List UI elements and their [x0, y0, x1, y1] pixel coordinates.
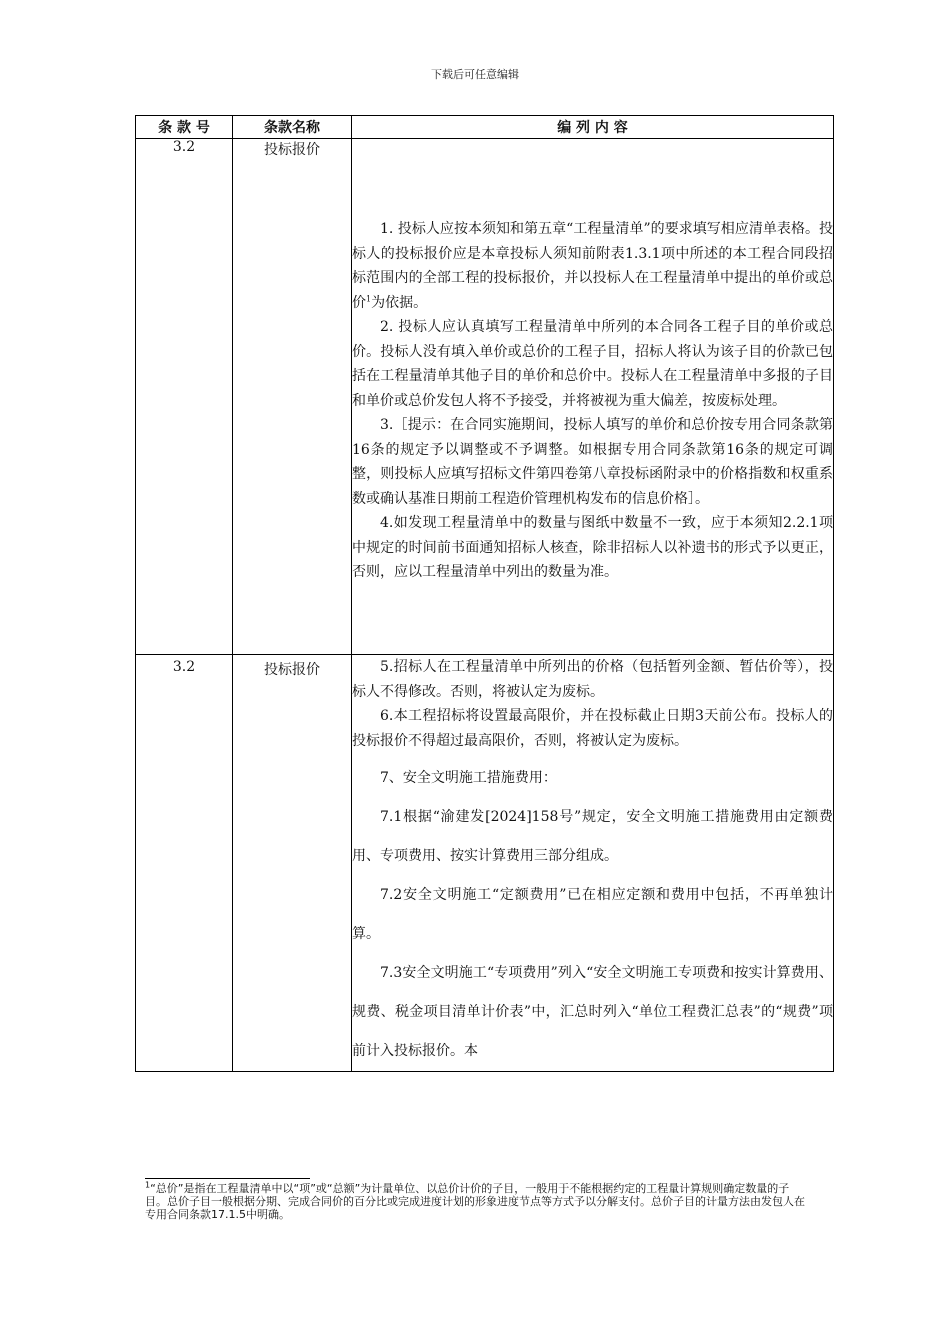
paragraph-7: 7、安全文明施工措施费用： — [380, 770, 557, 786]
header-clause-number: 条 款 号 — [136, 116, 233, 139]
paragraph-7-2: 7.2安全文明施工“定额费用”已在相应定额和费用中包括，不再单独计算。 — [352, 887, 833, 942]
footnote-mark: 1 — [145, 1180, 151, 1190]
header-content: 编 列 内 容 — [352, 116, 834, 139]
clause-table — [135, 115, 834, 1072]
paragraph-2: 2. 投标人应认真填写工程量清单中所列的本合同各工程子目的单价或总价。投标人没有填入单价或总价的工程子目，招标人将认为该子目的价款已包括在工程量清单其他子目的单价和总价中。投标人在工程量清单中多报的子目和单价或总价发包人将不予接受，并将被视为重大偏差，按废标处理。 — [352, 319, 833, 409]
paragraph-7-1: 7.1根据“渝建发[2024]158号”规定，安全文明施工措施费用由定额费用、专项费用、按实计算费用三部分组成。 — [352, 809, 833, 864]
clause-name: 投标报价 — [233, 139, 352, 655]
clause-number: 3.2 — [136, 655, 233, 1072]
paragraph-6: 6.本工程招标将设置最高限价，并在投标截止日期3天前公布。投标人的投标报价不得超过最高限价，否则，将被认定为废标。 — [352, 708, 833, 749]
header-note: 下载后可任意编辑 — [431, 68, 519, 81]
clause-content — [352, 139, 834, 655]
table-row — [136, 139, 834, 655]
paragraph-3: 3.［提示：在合同实施期间，投标人填写的单价和总价按专用合同条款第16条的规定予以调整或不予调整。如根据专用合同条款第16条的规定可调整，则投标人应填写招标文件第四卷第八章投标函附录中的价格指数和权重系数或确认基准日期前工程造价管理机构发布的信息价格］。 — [352, 417, 833, 507]
footnote-text: “总价”是指在工程量清单中以“项”或“总额”为计量单位、以总价计价的子目，一般用于不能根据约定的工程量计算规则确定数量的子目。总价子目一般根据分期、完成合同价的百分比或完成进度计划的形象进度节点等方式予以分解支付。总价子目的计量方法由发包人在专用合同条款17.1.5中明确。 — [145, 1182, 805, 1221]
paragraph-7-3: 7.3安全文明施工“专项费用”列入“安全文明施工专项费和按实计算费用、规费、税金项目清单计价表”中，汇总时列入“单位工程费汇总表”的“规费”项前计入投标报价。本 — [352, 965, 833, 1059]
paragraph-4: 4.如发现工程量清单中的数量与图纸中数量不一致，应于本须知2.2.1项中规定的时间前书面通知招标人核查，除非招标人以补遗书的形式予以更正，否则，应以工程量清单中列出的数量为准。 — [352, 515, 833, 580]
clause-name: 投标报价 — [233, 655, 352, 1072]
footnote-separator — [145, 1178, 310, 1179]
table-header-row — [136, 116, 834, 139]
clause-number: 3.2 — [136, 139, 233, 655]
footnote — [145, 1182, 805, 1221]
table-row — [136, 655, 834, 1072]
footnote-ref: 1 — [366, 293, 372, 303]
clause-content — [352, 655, 834, 1072]
paragraph-5: 5.招标人在工程量清单中所列出的价格（包括暂列金额、暂估价等），投标人不得修改。否则，将被认定为废标。 — [352, 659, 833, 700]
paragraph-1: 1. 投标人应按本须知和第五章“工程量清单”的要求填写相应清单表格。投标人的投标报价应是本章投标人须知前附表1.3.1项中所述的本工程合同段招标范围内的全部工程的投标报价，并以投标人在工程量清单中提出的单价或总价$^1$为依据。 — [352, 221, 833, 311]
header-clause-name: 条款名称 — [233, 116, 352, 139]
